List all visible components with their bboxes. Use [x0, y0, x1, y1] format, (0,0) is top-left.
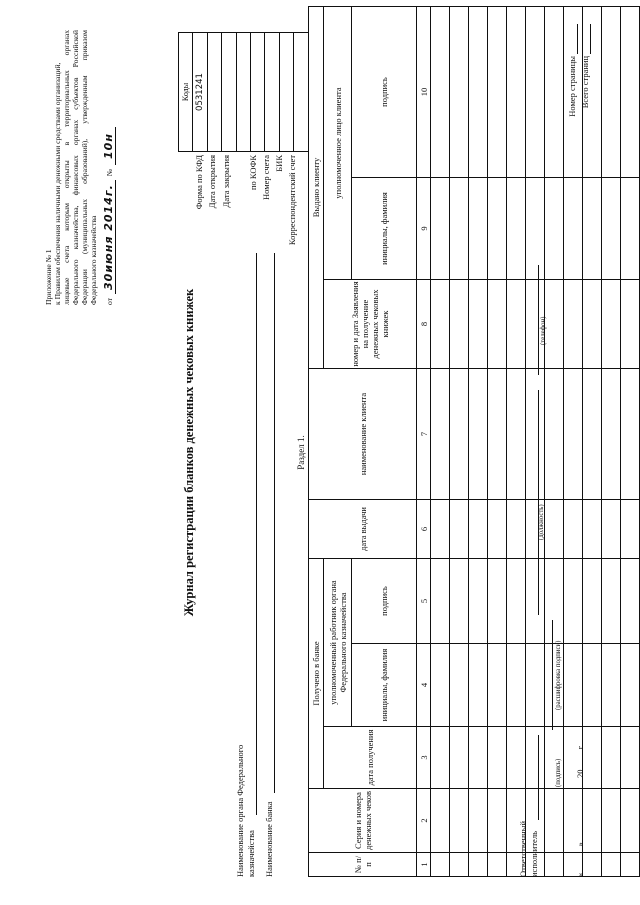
table-cell[interactable]: [469, 178, 488, 280]
code-label-account: Номер счета: [261, 155, 271, 200]
table-cell[interactable]: [469, 500, 488, 559]
table-cell[interactable]: [507, 280, 526, 369]
table-cell[interactable]: [545, 178, 564, 280]
treasury-field[interactable]: [256, 253, 257, 815]
code-value-kfd[interactable]: 0531241: [193, 33, 207, 152]
column-number: 8: [417, 280, 431, 369]
responsible-label: Ответственный: [518, 821, 528, 877]
group-received-header: Получено в банке: [309, 559, 324, 789]
table-cell[interactable]: [450, 369, 469, 500]
table-cell[interactable]: [488, 6, 507, 177]
table-cell[interactable]: [545, 369, 564, 500]
table-cell[interactable]: [488, 644, 507, 727]
column-number: 7: [417, 369, 431, 500]
position-caption: (должность): [538, 504, 545, 540]
signature-decoding-caption: (расшифровка подписи): [555, 640, 562, 710]
group-client-person-header: уполномоченное лицо клиента: [324, 6, 352, 279]
order-number-prefix: №: [105, 168, 114, 177]
day-field[interactable]: [582, 849, 583, 871]
table-cell[interactable]: [545, 559, 564, 644]
col-series-header: Серия и номера денежных чеков: [309, 789, 417, 853]
table-cell[interactable]: [526, 178, 545, 280]
table-cell[interactable]: [621, 6, 640, 177]
date-open-quote: «: [575, 872, 585, 877]
table-cell[interactable]: [526, 727, 545, 789]
table-cell[interactable]: [488, 178, 507, 280]
table-cell[interactable]: [450, 644, 469, 727]
table-cell[interactable]: [583, 727, 602, 789]
code-value-close-date[interactable]: [222, 33, 236, 152]
table-cell[interactable]: [583, 644, 602, 727]
table-cell[interactable]: [469, 559, 488, 644]
document-title: Журнал регистрации бланков денежных чековых книжек: [182, 288, 196, 617]
table-cell[interactable]: [583, 853, 602, 877]
table-row: [602, 6, 621, 876]
col-date-issued-header: дата выдачи: [309, 500, 417, 559]
table-cell[interactable]: [564, 644, 583, 727]
col-signature-header: подпись: [352, 559, 417, 644]
table-cell[interactable]: [621, 500, 640, 559]
year-field[interactable]: [582, 751, 583, 767]
table-cell[interactable]: [431, 369, 450, 500]
table-cell[interactable]: [602, 500, 621, 559]
table-cell[interactable]: [583, 500, 602, 559]
table-cell[interactable]: [469, 280, 488, 369]
bank-label: Наименование банка: [264, 801, 274, 877]
order-date-handwritten: 30июня 2014г.: [102, 180, 116, 294]
table-cell[interactable]: [526, 6, 545, 177]
table-cell[interactable]: [602, 369, 621, 500]
table-cell[interactable]: [545, 789, 564, 853]
table-cell[interactable]: [450, 559, 469, 644]
signature-caption: (подпись): [555, 758, 562, 787]
appendix-line: лицевые счета которым открыты в территориальных органах: [62, 30, 71, 305]
appendix-line: Федерального казначейства, финансовых органах субъектов Российской: [71, 30, 80, 305]
code-value-blank[interactable]: [236, 33, 250, 152]
table-cell[interactable]: [450, 727, 469, 789]
code-value-open-date[interactable]: [207, 33, 221, 152]
table-cell[interactable]: [431, 6, 450, 177]
table-cell[interactable]: [526, 369, 545, 500]
table-cell[interactable]: [621, 280, 640, 369]
table-cell[interactable]: [602, 6, 621, 177]
table-cell[interactable]: [545, 6, 564, 177]
table-cell[interactable]: [450, 789, 469, 853]
table-cell[interactable]: [431, 178, 450, 280]
group-treasury-employee-header: уполномоченный работник органа Федерального казначейства: [324, 559, 352, 727]
col-signature-2-header: подпись: [352, 6, 417, 177]
table-cell[interactable]: [488, 500, 507, 559]
section-title: Раздел 1.: [296, 435, 306, 470]
code-value-account[interactable]: [265, 33, 279, 152]
date-line: [575, 745, 585, 877]
month-field[interactable]: [582, 780, 583, 840]
table-row: [621, 6, 640, 876]
table-cell[interactable]: [507, 559, 526, 644]
appendix-line: Федерального казначейства: [89, 215, 98, 305]
table-row: [526, 6, 545, 876]
table-cell[interactable]: [431, 500, 450, 559]
codes-table: [178, 32, 309, 152]
column-number: 2: [417, 789, 431, 853]
table-cell[interactable]: [564, 178, 583, 280]
table-cell[interactable]: [488, 559, 507, 644]
table-row: [583, 6, 602, 876]
table-cell[interactable]: [545, 853, 564, 877]
table-cell[interactable]: [450, 500, 469, 559]
table-cell[interactable]: [564, 280, 583, 369]
total-pages-field[interactable]: [590, 24, 591, 54]
appendix-title: Приложение № 1: [44, 249, 53, 305]
order-reference: [99, 127, 117, 305]
table-cell[interactable]: [488, 853, 507, 877]
table-cell[interactable]: [507, 644, 526, 727]
page-number-field[interactable]: [577, 24, 578, 54]
table-cell[interactable]: [507, 727, 526, 789]
table-cell[interactable]: [450, 853, 469, 877]
table-cell[interactable]: [621, 369, 640, 500]
table-row: [469, 6, 488, 876]
table-cell[interactable]: [450, 280, 469, 369]
column-number: 10: [417, 6, 431, 177]
table-cell[interactable]: [431, 853, 450, 877]
code-value-bik[interactable]: [279, 33, 293, 152]
table-cell[interactable]: [431, 727, 450, 789]
treasury-label-cont: казначейства: [246, 830, 256, 877]
table-cell[interactable]: [564, 500, 583, 559]
table-cell[interactable]: [602, 559, 621, 644]
table-cell[interactable]: [507, 500, 526, 559]
table-cell[interactable]: [621, 789, 640, 853]
col-date-received-header: дата получения: [324, 727, 417, 789]
column-number: 4: [417, 644, 431, 727]
order-number-handwritten: 10н: [102, 127, 116, 165]
code-label-corr-account: Корреспондентский счет: [287, 155, 297, 246]
col-client-name-header: наименование клиента: [309, 369, 417, 500]
code-label-bik: БИК: [274, 155, 284, 172]
table-cell[interactable]: [583, 369, 602, 500]
table-cell[interactable]: [469, 644, 488, 727]
table-cell[interactable]: [602, 727, 621, 789]
column-number: 1: [417, 853, 431, 877]
table-cell[interactable]: [431, 280, 450, 369]
table-cell[interactable]: [583, 789, 602, 853]
phone-field[interactable]: [538, 265, 539, 375]
table-cell[interactable]: [469, 853, 488, 877]
table-cell[interactable]: [469, 727, 488, 789]
phone-caption: (телефон): [540, 316, 547, 345]
table-cell[interactable]: [621, 559, 640, 644]
table-cell[interactable]: [583, 280, 602, 369]
column-number: 3: [417, 727, 431, 789]
table-cell[interactable]: [469, 789, 488, 853]
column-number: 5: [417, 559, 431, 644]
table-cell[interactable]: [431, 789, 450, 853]
code-label-close-date: Дата закрытия: [221, 155, 231, 208]
table-cell[interactable]: [602, 280, 621, 369]
table-cell[interactable]: [507, 178, 526, 280]
table-cell[interactable]: [450, 6, 469, 177]
table-cell[interactable]: [488, 280, 507, 369]
col-no-header: № п/п: [309, 853, 417, 877]
page-number-label: Номер страницы: [567, 56, 577, 117]
year-prefix: 20: [575, 769, 585, 778]
table-cell[interactable]: [507, 6, 526, 177]
codes-header: Коды: [179, 33, 193, 152]
group-issued-header: Выдано клиенту: [309, 6, 324, 368]
table-cell[interactable]: [564, 559, 583, 644]
table-cell[interactable]: [507, 369, 526, 500]
code-value-kofk[interactable]: [250, 33, 264, 152]
table-row: [545, 6, 564, 876]
col-application-header: номер и дата Заявления на получение денежных чековых книжек: [324, 280, 417, 369]
table-row: [450, 6, 469, 876]
table-cell[interactable]: [602, 644, 621, 727]
table-cell[interactable]: [526, 559, 545, 644]
table-cell[interactable]: [431, 644, 450, 727]
position-field-line[interactable]: [538, 390, 539, 615]
order-prefix: от: [105, 297, 114, 305]
table-cell[interactable]: [545, 500, 564, 559]
column-number-row: [417, 6, 431, 876]
treasury-label: Наименование органа Федерального: [235, 744, 245, 877]
code-label-open-date: Дата открытия: [207, 155, 217, 209]
table-cell[interactable]: [469, 6, 488, 177]
table-cell[interactable]: [431, 559, 450, 644]
date-close-quote: »: [575, 842, 585, 847]
table-cell[interactable]: [450, 178, 469, 280]
col-initials-header: инициалы, фамилия: [352, 644, 417, 727]
appendix-line: к Правилам обеспечения наличными денежными средствами организаций,: [53, 62, 62, 305]
table-row: [507, 6, 526, 876]
position-field[interactable]: [538, 735, 539, 820]
table-cell[interactable]: [621, 853, 640, 877]
signature-decoding-field[interactable]: [552, 620, 553, 730]
table-cell[interactable]: [621, 644, 640, 727]
table-cell[interactable]: [488, 369, 507, 500]
appendix-line: Федерации (муниципальных образований), утвержденным приказом: [80, 30, 89, 305]
table-row: [488, 6, 507, 876]
column-number: 9: [417, 178, 431, 280]
table-cell[interactable]: [602, 178, 621, 280]
table-row: [431, 6, 450, 876]
table-cell[interactable]: [583, 178, 602, 280]
table-cell[interactable]: [564, 369, 583, 500]
table-cell[interactable]: [621, 178, 640, 280]
total-pages-label: Всего страниц: [580, 56, 590, 109]
table-cell[interactable]: [488, 727, 507, 789]
code-label-kofk: по КОФК: [248, 155, 258, 191]
bank-field[interactable]: [274, 253, 275, 793]
table-cell[interactable]: [602, 853, 621, 877]
table-cell[interactable]: [621, 727, 640, 789]
table-cell[interactable]: [602, 789, 621, 853]
table-cell[interactable]: [488, 789, 507, 853]
column-number: 6: [417, 500, 431, 559]
responsible-label-cont: исполнитель: [529, 831, 539, 877]
table-cell[interactable]: [583, 559, 602, 644]
register-table: [308, 6, 640, 877]
year-suffix: г.: [575, 744, 585, 750]
table-cell[interactable]: [526, 644, 545, 727]
col-initials-2-header: инициалы, фамилия: [352, 178, 417, 280]
code-label-kfd: Форма по КФД: [194, 155, 204, 210]
table-cell[interactable]: [469, 369, 488, 500]
table-cell[interactable]: [545, 280, 564, 369]
